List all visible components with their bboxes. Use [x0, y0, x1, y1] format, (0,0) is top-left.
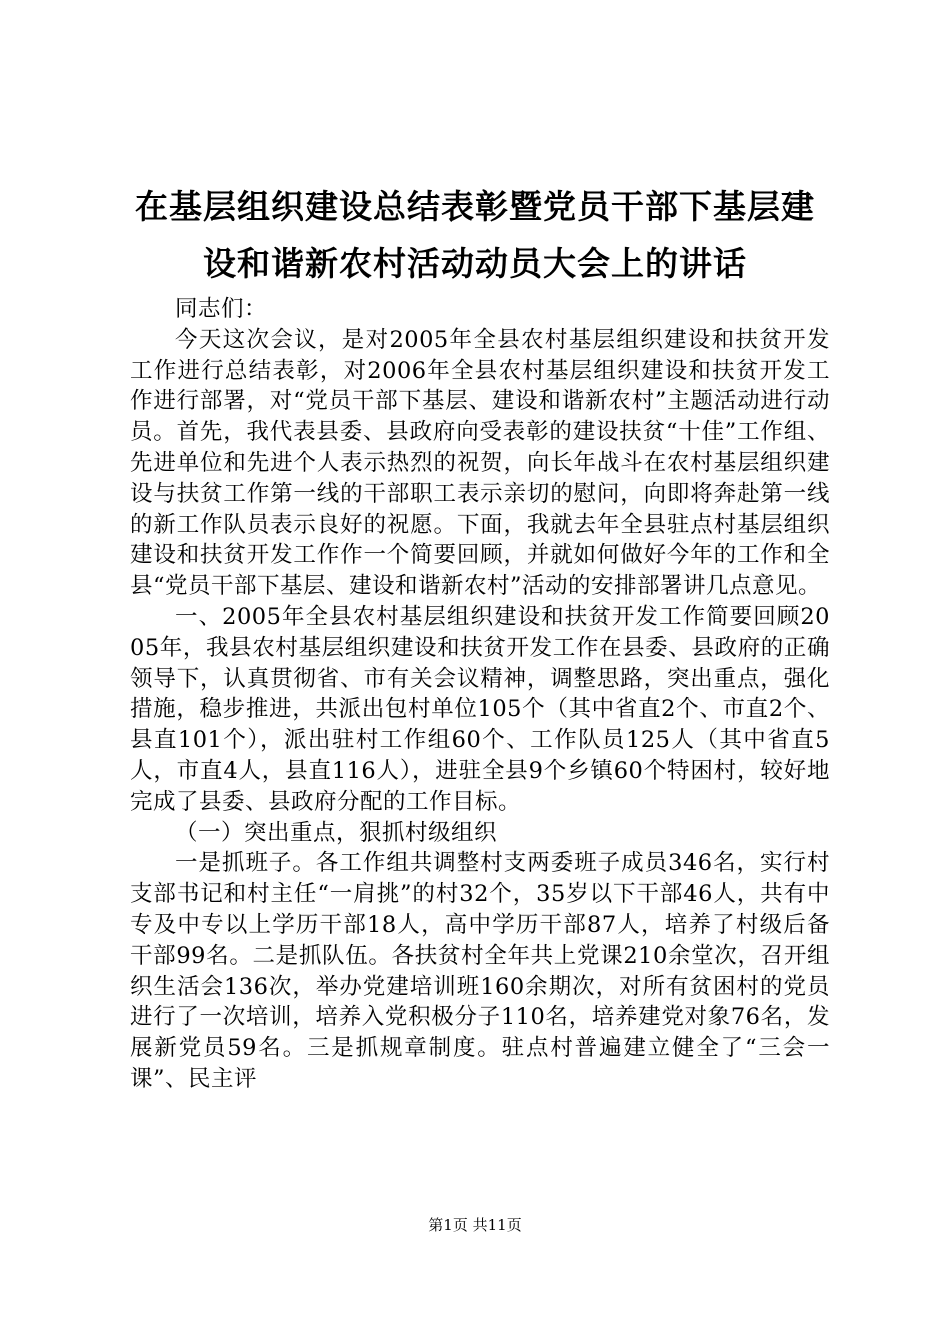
salutation-paragraph: 同志们： — [175, 296, 268, 322]
title-line-1: 在基层组织建设总结表彰暨党员干部下基层建 — [135, 187, 815, 226]
title-line-2: 设和谐新农村活动动员大会上的讲话 — [203, 244, 747, 283]
body-paragraph: 一是抓班子。各工作组共调整村支两委班子成员346名，实行村支部书记和村主任“一肩挑”的村32个，35岁以下干部46人，共有中专及中专以上学历干部18人，高中学历干部87人，培养了村级后备干部99名。二是抓队伍。各扶贫村全年共上党课210余堂次，召开组织生活会136次，举办党建培训班160余期次，对所有贫困村的党员进行了一次培训，培养入党积极分子110名，培养建党对象76名，发展新党员59名。三是抓规章制度。驻点村普遍建立健全了“三会一课”、民主评 — [130, 850, 830, 1092]
body-paragraph: 今天这次会议，是对2005年全县农村基层组织建设和扶贫开发工作进行总结表彰，对2006年全县农村基层组织建设和扶贫开发工作进行部署，对“党员干部下基层、建设和谐新农村”主题活动进行动员。首先，我代表县委、县政府向受表彰的建设扶贫“十佳”工作组、先进单位和先进个人表示热烈的祝贺，向长年战斗在农村基层组织建设与扶贫工作第一线的干部职工表示亲切的慰问，向即将奔赴第一线的新工作队员表示良好的祝愿。下面，我就去年全县驻点村基层组织建设和扶贫开发工作作一个简要回顾，并就如何做好今年的工作和全县“党员干部下基层、建设和谐新农村”活动的安排部署讲几点意见。 — [130, 326, 830, 600]
page-number-label: 第1页 共11页 — [428, 1216, 522, 1234]
page-footer — [0, 1215, 950, 1235]
document-title — [120, 178, 830, 292]
section-heading: （一）突出重点，狠抓村级组织 — [175, 819, 498, 846]
document-body — [130, 294, 830, 1095]
body-paragraph: 一、2005年全县农村基层组织建设和扶贫开发工作简要回顾2005年，我县农村基层组织建设和扶贫开发工作在县委、县政府的正确领导下，认真贯彻省、市有关会议精神，调整思路，突出重点，强化措施，稳步推进，共派出包村单位105个（其中省直2个、市直2个、县直101个），派出驻村工作组60个、工作队员125人（其中省直5人，市直4人，县直116人），进驻全县9个乡镇60个特困村，较好地完成了县委、县政府分配的工作目标。 — [130, 603, 830, 815]
